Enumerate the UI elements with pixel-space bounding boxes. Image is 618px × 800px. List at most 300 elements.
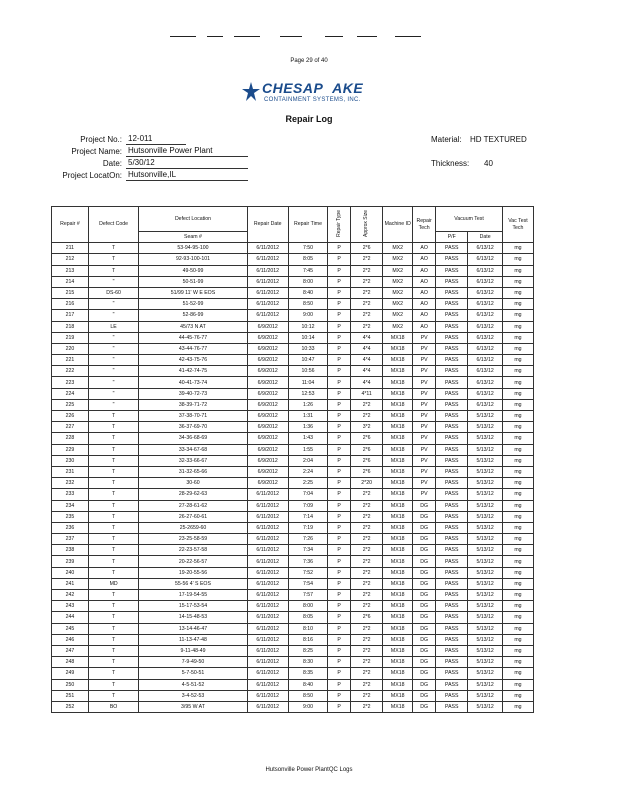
page-title: Repair Log — [285, 114, 333, 124]
cell-repair-type: P — [328, 590, 351, 601]
cell-repair-tech: PV — [413, 455, 436, 466]
header-defect-code: Defect Code — [88, 207, 139, 243]
cell-repair-type: P — [328, 332, 351, 343]
cell-vacuum-date: 6/13/12 — [468, 254, 503, 265]
cell-vacuum-pf: PASS — [436, 422, 468, 433]
cell-defect-location: 39-40-72-73 — [139, 388, 247, 399]
cell-repair-date: 6/11/2012 — [247, 601, 288, 612]
cell-machine-id: MX18 — [383, 556, 413, 567]
cell-defect-location: 44-45-76-77 — [139, 332, 247, 343]
table-row — [52, 366, 534, 377]
table-row — [52, 332, 534, 343]
cell-machine-id: MX18 — [383, 590, 413, 601]
cell-repair-type: P — [328, 399, 351, 410]
cell-repair-date: 6/11/2012 — [247, 522, 288, 533]
cell-approx-size: 2*2 — [351, 489, 383, 500]
cell-repair-tech: DG — [413, 511, 436, 522]
cell-repair-date: 6/11/2012 — [247, 612, 288, 623]
cell-vacuum-date: 6/13/12 — [468, 310, 503, 321]
cell-repair-no: 227 — [52, 422, 89, 433]
thickness-label: Thickness: — [431, 159, 470, 168]
cell-repair-time: 2:04 — [288, 455, 327, 466]
cell-repair-time: 7:36 — [288, 556, 327, 567]
cell-approx-size: 2*2 — [351, 534, 383, 545]
cell-vacuum-date: 6/13/12 — [468, 399, 503, 410]
cell-repair-date: 6/9/2012 — [247, 455, 288, 466]
cell-vacuum-date: 5/13/12 — [468, 422, 503, 433]
cell-repair-date: 6/9/2012 — [247, 399, 288, 410]
cell-repair-type: P — [328, 444, 351, 455]
cell-vacuum-pf: PASS — [436, 355, 468, 366]
cell-defect-code: " — [88, 377, 139, 388]
cell-defect-location: 25-2659-60 — [139, 522, 247, 533]
cell-approx-size: 4*4 — [351, 377, 383, 388]
table-row — [52, 243, 534, 254]
cell-vacuum-date: 5/13/12 — [468, 556, 503, 567]
table-row — [52, 321, 534, 332]
table-row — [52, 299, 534, 310]
top-dash — [207, 36, 223, 37]
cell-approx-size: 2*2 — [351, 545, 383, 556]
cell-approx-size: 2*2 — [351, 634, 383, 645]
table-row — [52, 634, 534, 645]
cell-defect-location: 26-27-60-61 — [139, 511, 247, 522]
cell-repair-time: 9:00 — [288, 701, 327, 712]
cell-defect-location: 31-32-65-66 — [139, 466, 247, 477]
cell-vacuum-date: 5/13/12 — [468, 444, 503, 455]
cell-defect-code: MD — [88, 578, 139, 589]
cell-vacuum-date: 5/13/12 — [468, 455, 503, 466]
cell-vacuum-date: 5/13/12 — [468, 657, 503, 668]
cell-repair-type: P — [328, 511, 351, 522]
cell-repair-type: P — [328, 522, 351, 533]
cell-vacuum-date: 5/13/12 — [468, 567, 503, 578]
cell-vacuum-date: 6/13/12 — [468, 332, 503, 343]
cell-defect-location: 11-13-47-48 — [139, 634, 247, 645]
cell-vac-test-tech: mg — [502, 422, 533, 433]
cell-vacuum-pf: PASS — [436, 366, 468, 377]
cell-defect-location: 42-43-75-76 — [139, 355, 247, 366]
cell-machine-id: MX18 — [383, 601, 413, 612]
cell-defect-location: 9-11-48-49 — [139, 645, 247, 656]
cell-vacuum-pf: PASS — [436, 623, 468, 634]
cell-vac-test-tech: mg — [502, 679, 533, 690]
cell-approx-size: 2*6 — [351, 466, 383, 477]
cell-vacuum-date: 6/13/12 — [468, 287, 503, 298]
cell-vacuum-date: 5/13/12 — [468, 690, 503, 701]
table-row — [52, 690, 534, 701]
cell-repair-no: 234 — [52, 500, 89, 511]
cell-repair-time: 8:25 — [288, 645, 327, 656]
cell-repair-date: 6/11/2012 — [247, 657, 288, 668]
cell-repair-tech: PV — [413, 366, 436, 377]
cell-repair-type: P — [328, 545, 351, 556]
cell-vacuum-date: 5/13/12 — [468, 500, 503, 511]
cell-repair-type: P — [328, 466, 351, 477]
cell-approx-size: 2*6 — [351, 433, 383, 444]
cell-defect-location: 3/95 W AT — [139, 701, 247, 712]
thickness-value: 40 — [484, 159, 493, 168]
cell-repair-type: P — [328, 422, 351, 433]
cell-defect-code: T — [88, 422, 139, 433]
cell-defect-location: 41-42-74-75 — [139, 366, 247, 377]
cell-machine-id: MX18 — [383, 433, 413, 444]
cell-repair-date: 6/11/2012 — [247, 590, 288, 601]
cell-vacuum-date: 5/13/12 — [468, 601, 503, 612]
cell-repair-date: 6/11/2012 — [247, 243, 288, 254]
cell-repair-tech: DG — [413, 690, 436, 701]
cell-defect-location: 22-23-57-58 — [139, 545, 247, 556]
cell-repair-date: 6/9/2012 — [247, 444, 288, 455]
cell-approx-size: 2*2 — [351, 657, 383, 668]
cell-repair-no: 241 — [52, 578, 89, 589]
table-row — [52, 668, 534, 679]
cell-vacuum-pf: PASS — [436, 433, 468, 444]
cell-vacuum-pf: PASS — [436, 377, 468, 388]
cell-defect-location: 4-5-51-52 — [139, 679, 247, 690]
cell-vacuum-date: 5/13/12 — [468, 634, 503, 645]
table-row — [52, 623, 534, 634]
cell-approx-size: 2*2 — [351, 522, 383, 533]
cell-repair-tech: PV — [413, 411, 436, 422]
page-number: Page 29 of 40 — [290, 58, 328, 64]
cell-repair-date: 6/11/2012 — [247, 567, 288, 578]
cell-defect-code: T — [88, 679, 139, 690]
cell-defect-location: 51-52-99 — [139, 299, 247, 310]
cell-repair-tech: DG — [413, 634, 436, 645]
cell-repair-time: 11:04 — [288, 377, 327, 388]
cell-vacuum-pf: PASS — [436, 254, 468, 265]
cell-repair-date: 6/9/2012 — [247, 332, 288, 343]
cell-vac-test-tech: mg — [502, 444, 533, 455]
cell-repair-no: 251 — [52, 690, 89, 701]
cell-vac-test-tech: mg — [502, 455, 533, 466]
cell-repair-type: P — [328, 343, 351, 354]
cell-vacuum-date: 5/13/12 — [468, 590, 503, 601]
project-name-value: Hutsonville Power Plant — [126, 146, 248, 157]
cell-repair-tech: PV — [413, 343, 436, 354]
cell-defect-location: 38-39-71-72 — [139, 399, 247, 410]
cell-vac-test-tech: mg — [502, 355, 533, 366]
table-row — [52, 679, 534, 690]
cell-vacuum-pf: PASS — [436, 690, 468, 701]
cell-repair-type: P — [328, 500, 351, 511]
cell-vac-test-tech: mg — [502, 545, 533, 556]
cell-defect-code: T — [88, 612, 139, 623]
cell-defect-code: T — [88, 690, 139, 701]
cell-repair-no: 213 — [52, 265, 89, 276]
cell-repair-tech: AO — [413, 243, 436, 254]
cell-approx-size: 2*2 — [351, 556, 383, 567]
cell-repair-no: 220 — [52, 343, 89, 354]
cell-approx-size: 2*6 — [351, 243, 383, 254]
cell-approx-size: 2*20 — [351, 478, 383, 489]
cell-repair-type: P — [328, 455, 351, 466]
cell-vacuum-date: 6/13/12 — [468, 243, 503, 254]
cell-defect-code: T — [88, 534, 139, 545]
header-pf: P/F — [436, 232, 468, 243]
cell-repair-no: 233 — [52, 489, 89, 500]
cell-vac-test-tech: mg — [502, 332, 533, 343]
cell-defect-code: " — [88, 310, 139, 321]
cell-repair-time: 7:50 — [288, 243, 327, 254]
cell-repair-no: 246 — [52, 634, 89, 645]
cell-repair-date: 6/11/2012 — [247, 668, 288, 679]
cell-repair-time: 10:33 — [288, 343, 327, 354]
cell-machine-id: MX18 — [383, 377, 413, 388]
cell-defect-code: T — [88, 265, 139, 276]
cell-approx-size: 2*2 — [351, 276, 383, 287]
cell-repair-time: 7:26 — [288, 534, 327, 545]
cell-defect-location: 53-94-95-100 — [139, 243, 247, 254]
table-row — [52, 578, 534, 589]
cell-repair-no: 218 — [52, 321, 89, 332]
cell-vacuum-date: 6/13/12 — [468, 366, 503, 377]
cell-repair-time: 1:43 — [288, 433, 327, 444]
cell-repair-tech: DG — [413, 701, 436, 712]
cell-vac-test-tech: mg — [502, 265, 533, 276]
cell-defect-code: T — [88, 545, 139, 556]
cell-defect-location: 50-51-99 — [139, 276, 247, 287]
cell-vac-test-tech: mg — [502, 433, 533, 444]
cell-vac-test-tech: mg — [502, 657, 533, 668]
cell-vacuum-pf: PASS — [436, 578, 468, 589]
top-dash — [234, 36, 260, 37]
cell-defect-code: T — [88, 601, 139, 612]
cell-repair-type: P — [328, 377, 351, 388]
cell-defect-location: 13-14-46-47 — [139, 623, 247, 634]
cell-vac-test-tech: mg — [502, 601, 533, 612]
cell-repair-type: P — [328, 366, 351, 377]
cell-vac-test-tech: mg — [502, 645, 533, 656]
cell-repair-date: 6/11/2012 — [247, 690, 288, 701]
table-row — [52, 310, 534, 321]
cell-approx-size: 2*2 — [351, 500, 383, 511]
cell-vac-test-tech: mg — [502, 556, 533, 567]
cell-machine-id: MX18 — [383, 444, 413, 455]
cell-vacuum-date: 5/13/12 — [468, 511, 503, 522]
cell-repair-type: P — [328, 321, 351, 332]
cell-vacuum-pf: PASS — [436, 265, 468, 276]
cell-defect-location: 17-19-54-55 — [139, 590, 247, 601]
date-label: Date: — [102, 159, 122, 168]
cell-repair-type: P — [328, 623, 351, 634]
repair-log-table — [51, 206, 534, 713]
table-row — [52, 612, 534, 623]
cell-approx-size: 2*6 — [351, 612, 383, 623]
cell-repair-time: 8:00 — [288, 601, 327, 612]
cell-machine-id: MX18 — [383, 388, 413, 399]
cell-machine-id: MX18 — [383, 455, 413, 466]
cell-approx-size: 2*2 — [351, 287, 383, 298]
cell-repair-type: P — [328, 601, 351, 612]
cell-repair-date: 6/11/2012 — [247, 545, 288, 556]
cell-repair-date: 6/11/2012 — [247, 489, 288, 500]
cell-repair-time: 8:40 — [288, 679, 327, 690]
cell-defect-code: " — [88, 332, 139, 343]
cell-defect-location: 7-9-49-50 — [139, 657, 247, 668]
table-row — [52, 534, 534, 545]
cell-repair-date: 6/11/2012 — [247, 299, 288, 310]
cell-repair-time: 2:25 — [288, 478, 327, 489]
cell-machine-id: MX18 — [383, 422, 413, 433]
cell-repair-no: 248 — [52, 657, 89, 668]
cell-defect-location: 19-20-55-56 — [139, 567, 247, 578]
cell-repair-no: 237 — [52, 534, 89, 545]
cell-defect-code: T — [88, 466, 139, 477]
cell-approx-size: 2*2 — [351, 399, 383, 410]
logo-mark-icon — [240, 80, 262, 104]
cell-repair-no: 214 — [52, 276, 89, 287]
cell-repair-date: 6/11/2012 — [247, 276, 288, 287]
cell-repair-date: 6/9/2012 — [247, 388, 288, 399]
cell-machine-id: MX18 — [383, 399, 413, 410]
cell-vac-test-tech: mg — [502, 254, 533, 265]
table-row — [52, 343, 534, 354]
cell-repair-type: P — [328, 534, 351, 545]
cell-vac-test-tech: mg — [502, 310, 533, 321]
cell-vacuum-pf: PASS — [436, 388, 468, 399]
table-row — [52, 444, 534, 455]
cell-vac-test-tech: mg — [502, 377, 533, 388]
cell-repair-tech: AO — [413, 310, 436, 321]
table-row — [52, 545, 534, 556]
cell-repair-tech: AO — [413, 254, 436, 265]
cell-defect-code: " — [88, 276, 139, 287]
cell-repair-no: 226 — [52, 411, 89, 422]
cell-approx-size: 2*2 — [351, 701, 383, 712]
cell-vac-test-tech: mg — [502, 500, 533, 511]
cell-vacuum-pf: PASS — [436, 299, 468, 310]
cell-repair-no: 242 — [52, 590, 89, 601]
cell-vac-test-tech: mg — [502, 522, 533, 533]
cell-defect-code: T — [88, 556, 139, 567]
header-repair-type: Repair Type — [328, 207, 351, 243]
cell-machine-id: MX2 — [383, 299, 413, 310]
cell-repair-date: 6/9/2012 — [247, 377, 288, 388]
cell-machine-id: MX18 — [383, 657, 413, 668]
project-location-value: Hutsonville,IL — [126, 170, 248, 181]
cell-repair-type: P — [328, 433, 351, 444]
cell-machine-id: MX18 — [383, 511, 413, 522]
cell-machine-id: MX18 — [383, 701, 413, 712]
top-dash — [325, 36, 343, 37]
table-row — [52, 645, 534, 656]
cell-repair-date: 6/11/2012 — [247, 500, 288, 511]
table-row — [52, 399, 534, 410]
cell-approx-size: 2*2 — [351, 299, 383, 310]
cell-repair-date: 6/9/2012 — [247, 343, 288, 354]
cell-vacuum-pf: PASS — [436, 287, 468, 298]
cell-defect-location: 92-93-100-101 — [139, 254, 247, 265]
cell-approx-size: 4*4 — [351, 343, 383, 354]
cell-approx-size: 3*2 — [351, 422, 383, 433]
project-no-label: Project No.: — [80, 135, 122, 144]
cell-repair-date: 6/9/2012 — [247, 422, 288, 433]
cell-machine-id: MX18 — [383, 545, 413, 556]
cell-repair-tech: PV — [413, 478, 436, 489]
cell-vacuum-date: 6/13/12 — [468, 355, 503, 366]
table-row — [52, 455, 534, 466]
cell-vac-test-tech: mg — [502, 690, 533, 701]
cell-vacuum-date: 5/13/12 — [468, 679, 503, 690]
cell-repair-type: P — [328, 478, 351, 489]
cell-repair-tech: PV — [413, 332, 436, 343]
cell-vac-test-tech: mg — [502, 612, 533, 623]
table-row — [52, 511, 534, 522]
cell-vacuum-date: 5/13/12 — [468, 545, 503, 556]
cell-machine-id: MX18 — [383, 567, 413, 578]
cell-repair-type: P — [328, 679, 351, 690]
cell-vacuum-pf: PASS — [436, 343, 468, 354]
cell-defect-code: T — [88, 590, 139, 601]
cell-repair-date: 6/11/2012 — [247, 645, 288, 656]
cell-approx-size: 2*2 — [351, 321, 383, 332]
cell-machine-id: MX18 — [383, 679, 413, 690]
cell-defect-location: 33-34-67-68 — [139, 444, 247, 455]
cell-vacuum-pf: PASS — [436, 522, 468, 533]
cell-machine-id: MX2 — [383, 265, 413, 276]
cell-defect-code: T — [88, 478, 139, 489]
cell-repair-date: 6/9/2012 — [247, 433, 288, 444]
date-value: 5/30/12 — [126, 158, 248, 169]
cell-vacuum-date: 5/13/12 — [468, 411, 503, 422]
cell-repair-tech: PV — [413, 355, 436, 366]
cell-vacuum-date: 5/13/12 — [468, 578, 503, 589]
cell-approx-size: 2*2 — [351, 567, 383, 578]
cell-vacuum-date: 6/13/12 — [468, 343, 503, 354]
company-subtitle: CONTAINMENT SYSTEMS, INC. — [264, 97, 361, 103]
cell-vacuum-pf: PASS — [436, 455, 468, 466]
cell-machine-id: MX18 — [383, 534, 413, 545]
table-row — [52, 377, 534, 388]
table-row — [52, 601, 534, 612]
cell-vacuum-pf: PASS — [436, 545, 468, 556]
cell-repair-time: 2:24 — [288, 466, 327, 477]
cell-machine-id: MX18 — [383, 645, 413, 656]
header-repair-date: Repair Date — [247, 207, 288, 243]
cell-repair-time: 10:14 — [288, 332, 327, 343]
cell-repair-type: P — [328, 612, 351, 623]
cell-vacuum-pf: PASS — [436, 612, 468, 623]
cell-repair-no: 250 — [52, 679, 89, 690]
cell-repair-type: P — [328, 668, 351, 679]
cell-repair-type: P — [328, 578, 351, 589]
cell-defect-code: T — [88, 433, 139, 444]
table-row — [52, 433, 534, 444]
cell-repair-time: 10:56 — [288, 366, 327, 377]
cell-vac-test-tech: mg — [502, 478, 533, 489]
cell-machine-id: MX18 — [383, 343, 413, 354]
cell-repair-tech: PV — [413, 466, 436, 477]
cell-repair-tech: DG — [413, 578, 436, 589]
cell-repair-no: 221 — [52, 355, 89, 366]
header-vacuum-test: Vacuum Test — [436, 207, 503, 232]
project-location-label: Project LocatOn: — [62, 171, 122, 180]
cell-defect-location: 5-7-50-51 — [139, 668, 247, 679]
cell-machine-id: MX18 — [383, 366, 413, 377]
cell-repair-time: 7:19 — [288, 522, 327, 533]
table-row — [52, 466, 534, 477]
cell-defect-code: " — [88, 366, 139, 377]
cell-defect-code: DS-60 — [88, 287, 139, 298]
cell-vacuum-pf: PASS — [436, 567, 468, 578]
cell-repair-date: 6/9/2012 — [247, 355, 288, 366]
cell-repair-tech: DG — [413, 522, 436, 533]
cell-repair-date: 6/11/2012 — [247, 254, 288, 265]
cell-vacuum-pf: PASS — [436, 243, 468, 254]
cell-repair-date: 6/11/2012 — [247, 310, 288, 321]
